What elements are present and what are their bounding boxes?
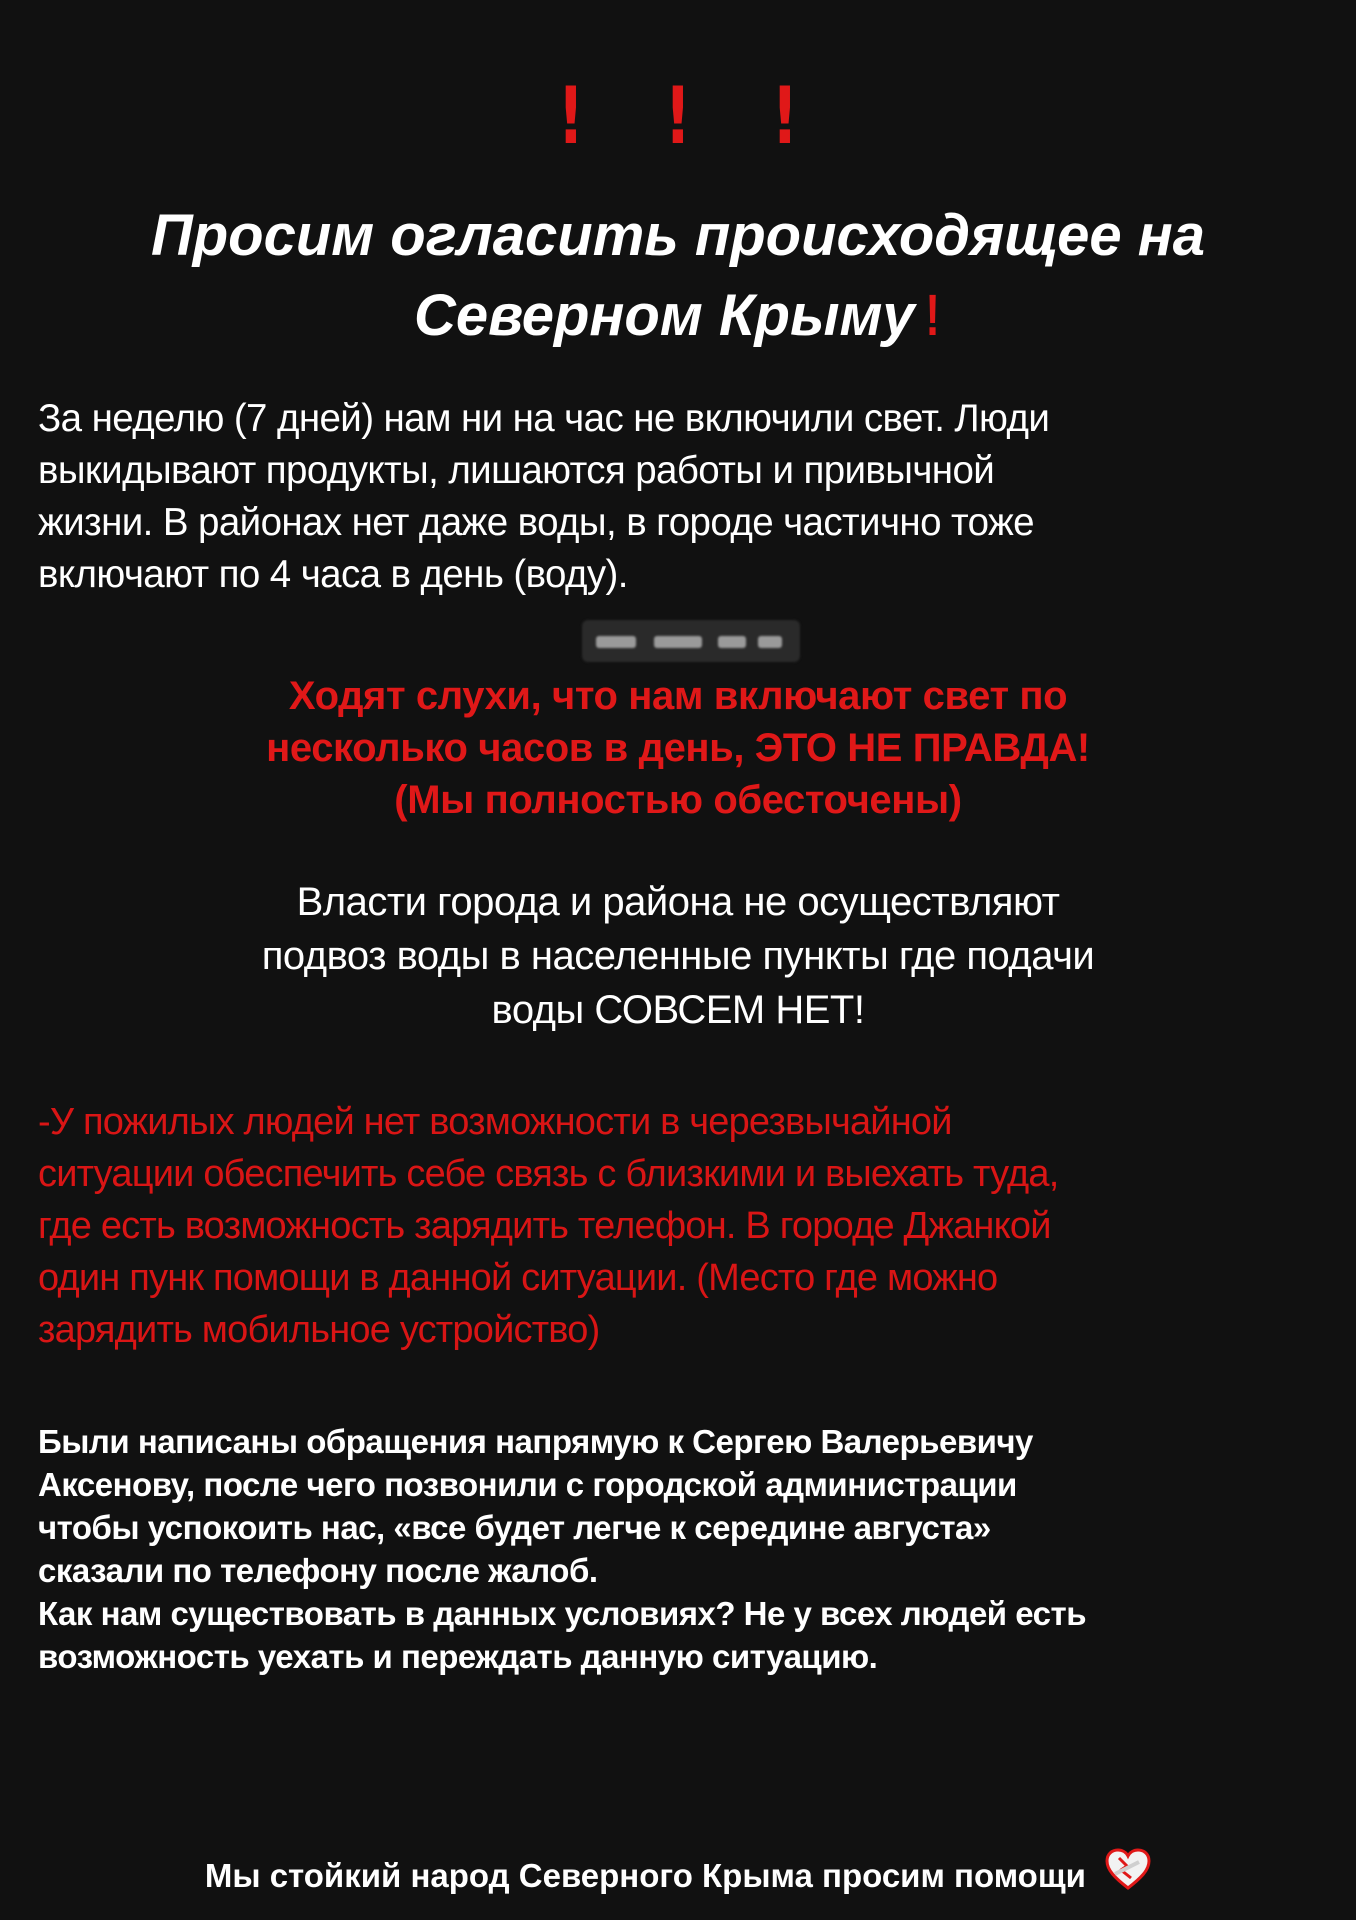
paragraph-line: Аксенову, после чего позвонили с городской администрации	[38, 1466, 1017, 1503]
appeals-paragraph	[38, 1420, 1338, 1678]
exclamation-icon: !	[771, 72, 799, 162]
rumor-warning	[60, 670, 1296, 826]
rumor-line: (Мы полностью обесточены)	[394, 778, 962, 822]
blurred-redaction	[582, 620, 800, 662]
paragraph-line: воды СОВСЕМ НЕТ!	[491, 988, 865, 1032]
paragraph-line: За неделю (7 дней) нам ни на час не включили свет. Люди	[38, 397, 1050, 440]
paragraph-line: чтобы успокоить нас, «все будет легче к середине августа»	[38, 1509, 991, 1546]
paragraph-line: Власти города и района не осуществляют	[296, 880, 1060, 924]
power-outage-paragraph	[38, 393, 1338, 601]
exclamation-icon: !	[557, 72, 585, 162]
page-title	[60, 196, 1296, 356]
paragraph-line: один пунк помощи в данной ситуации. (Место где можно	[38, 1257, 998, 1299]
rumor-line: несколько часов в день, ЭТО НЕ ПРАВДА!	[266, 726, 1090, 770]
paragraph-line: зарядить мобильное устройство)	[38, 1309, 600, 1351]
paragraph-line: Как нам существовать в данных условиях? Не у всех людей есть	[38, 1595, 1086, 1632]
paragraph-line: жизни. В районах нет даже воды, в городе частично тоже	[38, 501, 1034, 544]
paragraph-line: где есть возможность зарядить телефон. В городе Джанкой	[38, 1205, 1051, 1247]
paragraph-line: возможность уехать и переждать данную ситуацию.	[38, 1638, 878, 1675]
paragraph-line: подвоз воды в населенные пункты где подачи	[261, 934, 1095, 978]
paragraph-line: -У пожилых людей нет возможности в черезвычайной	[38, 1101, 952, 1143]
exclamation-icon: !	[925, 283, 940, 348]
rumor-line: Ходят слухи, что нам включают свет по	[288, 674, 1068, 718]
mending-heart-icon	[1105, 1848, 1151, 1903]
footer-plea	[0, 1852, 1356, 1903]
water-supply-paragraph	[60, 875, 1296, 1037]
footer-text: Мы стойкий народ Северного Крыма просим помощи	[204, 1857, 1086, 1894]
paragraph-line: сказали по телефону после жалоб.	[38, 1552, 598, 1589]
paragraph-line: Были написаны обращения напрямую к Сергею Валерьевичу	[38, 1423, 1033, 1460]
title-line-2: Северном Крыму	[413, 283, 915, 348]
paragraph-line: ситуации обеспечить себе связь с близкими и выехать туда,	[38, 1153, 1059, 1195]
exclamation-marks	[0, 72, 1356, 162]
exclamation-icon: !	[664, 72, 692, 162]
title-line-2-wrap	[60, 276, 1296, 356]
paragraph-line: выкидывают продукты, лишаются работы и привычной	[38, 449, 995, 492]
paragraph-line: включают по 4 часа в день (воду).	[38, 553, 628, 596]
title-line-1: Просим огласить происходящее на	[151, 203, 1205, 268]
elderly-paragraph	[38, 1096, 1338, 1356]
